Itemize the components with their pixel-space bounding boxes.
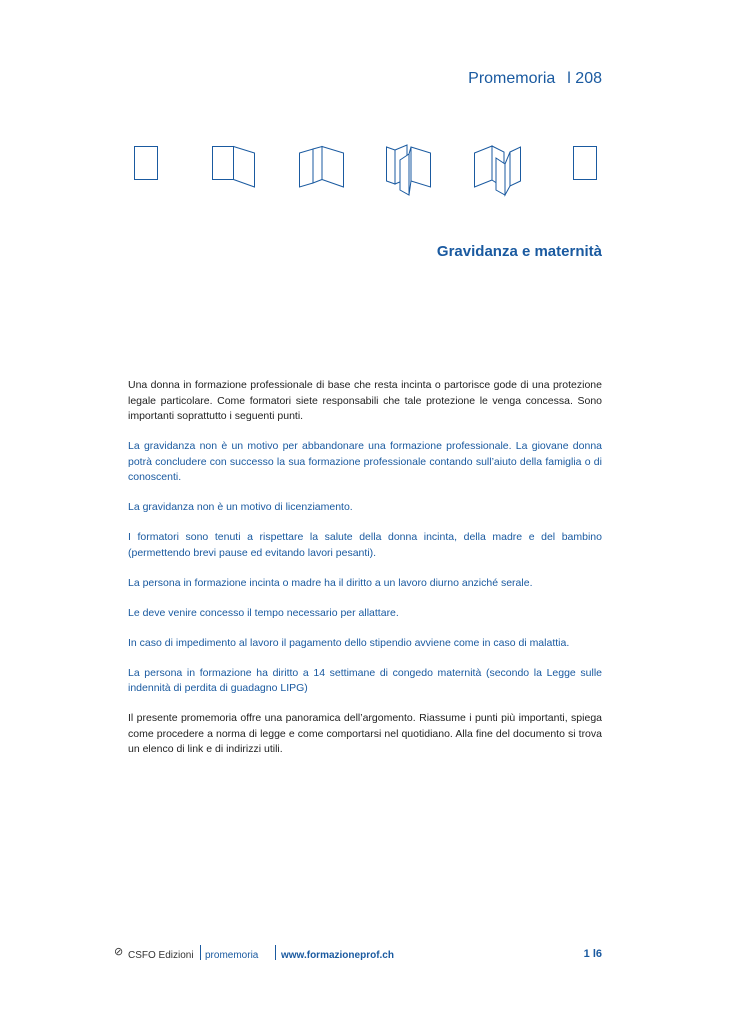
intro-paragraph: Una donna in formazione professionale di base che resta incinta o partorisce gode di una protezione legale particolare. Come formatori siete responsabili che tale protezione le venga concessa. Sono importanti soprattutto i seguenti punti. xyxy=(128,379,602,422)
single-page-icon xyxy=(134,146,158,180)
key-point-paragraph: La gravidanza non è un motivo di licenziamento. xyxy=(128,501,353,513)
footer-divider xyxy=(200,945,201,960)
website-link[interactable]: www.formazioneprof.ch xyxy=(281,950,394,961)
header-label: Promemoria xyxy=(468,70,556,87)
series-name: promemoria xyxy=(205,950,259,961)
header-number: l 208 xyxy=(567,70,602,87)
key-point-paragraph: La gravidanza non è un motivo per abbandonare una formazione professionale. La giovane donna potrà concludere con successo la sua formazione professionale contando sull’aiuto della famiglia o di conoscenti. xyxy=(128,440,602,483)
two-page-fold-icon xyxy=(212,146,256,188)
document-title: Gravidanza e maternità xyxy=(436,243,602,260)
single-page-end-icon xyxy=(573,146,597,180)
page-number: 1 l6 xyxy=(583,948,602,960)
document-footer xyxy=(114,945,602,965)
three-panel-fold-icon xyxy=(299,146,345,188)
key-point-paragraph: La persona in formazione incinta o madre ha il diritto a un lavoro diurno anziché serale. xyxy=(128,576,533,589)
key-point-paragraph: Le deve venire concesso il tempo necessario per allattare. xyxy=(128,606,399,619)
key-point-paragraph: La persona in formazione ha diritto a 14 settimane di congedo maternità (secondo la Legge sulle indennità di perdita di guadagno LIPG) xyxy=(128,666,602,694)
document-header xyxy=(400,70,602,88)
four-panel-fold-icon xyxy=(386,144,432,196)
publisher-name: CSFO Edizioni xyxy=(128,950,194,961)
multi-panel-fold-icon xyxy=(474,144,524,196)
footer-divider xyxy=(275,945,276,960)
fold-icons-row xyxy=(130,143,602,203)
body-text xyxy=(128,378,602,772)
key-point-paragraph: In caso di impedimento al lavoro il pagamento dello stipendio avviene come in caso di malattia. xyxy=(128,636,570,649)
key-point-paragraph: I formatori sono tenuti a rispettare la salute della donna incinta, della madre e del bambino (permettendo brevi pause ed evitando lavori pesanti). xyxy=(128,531,602,559)
summary-paragraph: Il presente promemoria offre una panoramica dell’argomento. Riassume i punti più importanti, spiega come procedere a norma di legge e come comportarsi nel quotidiano. Alla fine del documento si trova un elenco di link e di indirizzi utili. xyxy=(128,712,602,755)
publisher-logo-icon: ⊘ xyxy=(114,946,124,958)
